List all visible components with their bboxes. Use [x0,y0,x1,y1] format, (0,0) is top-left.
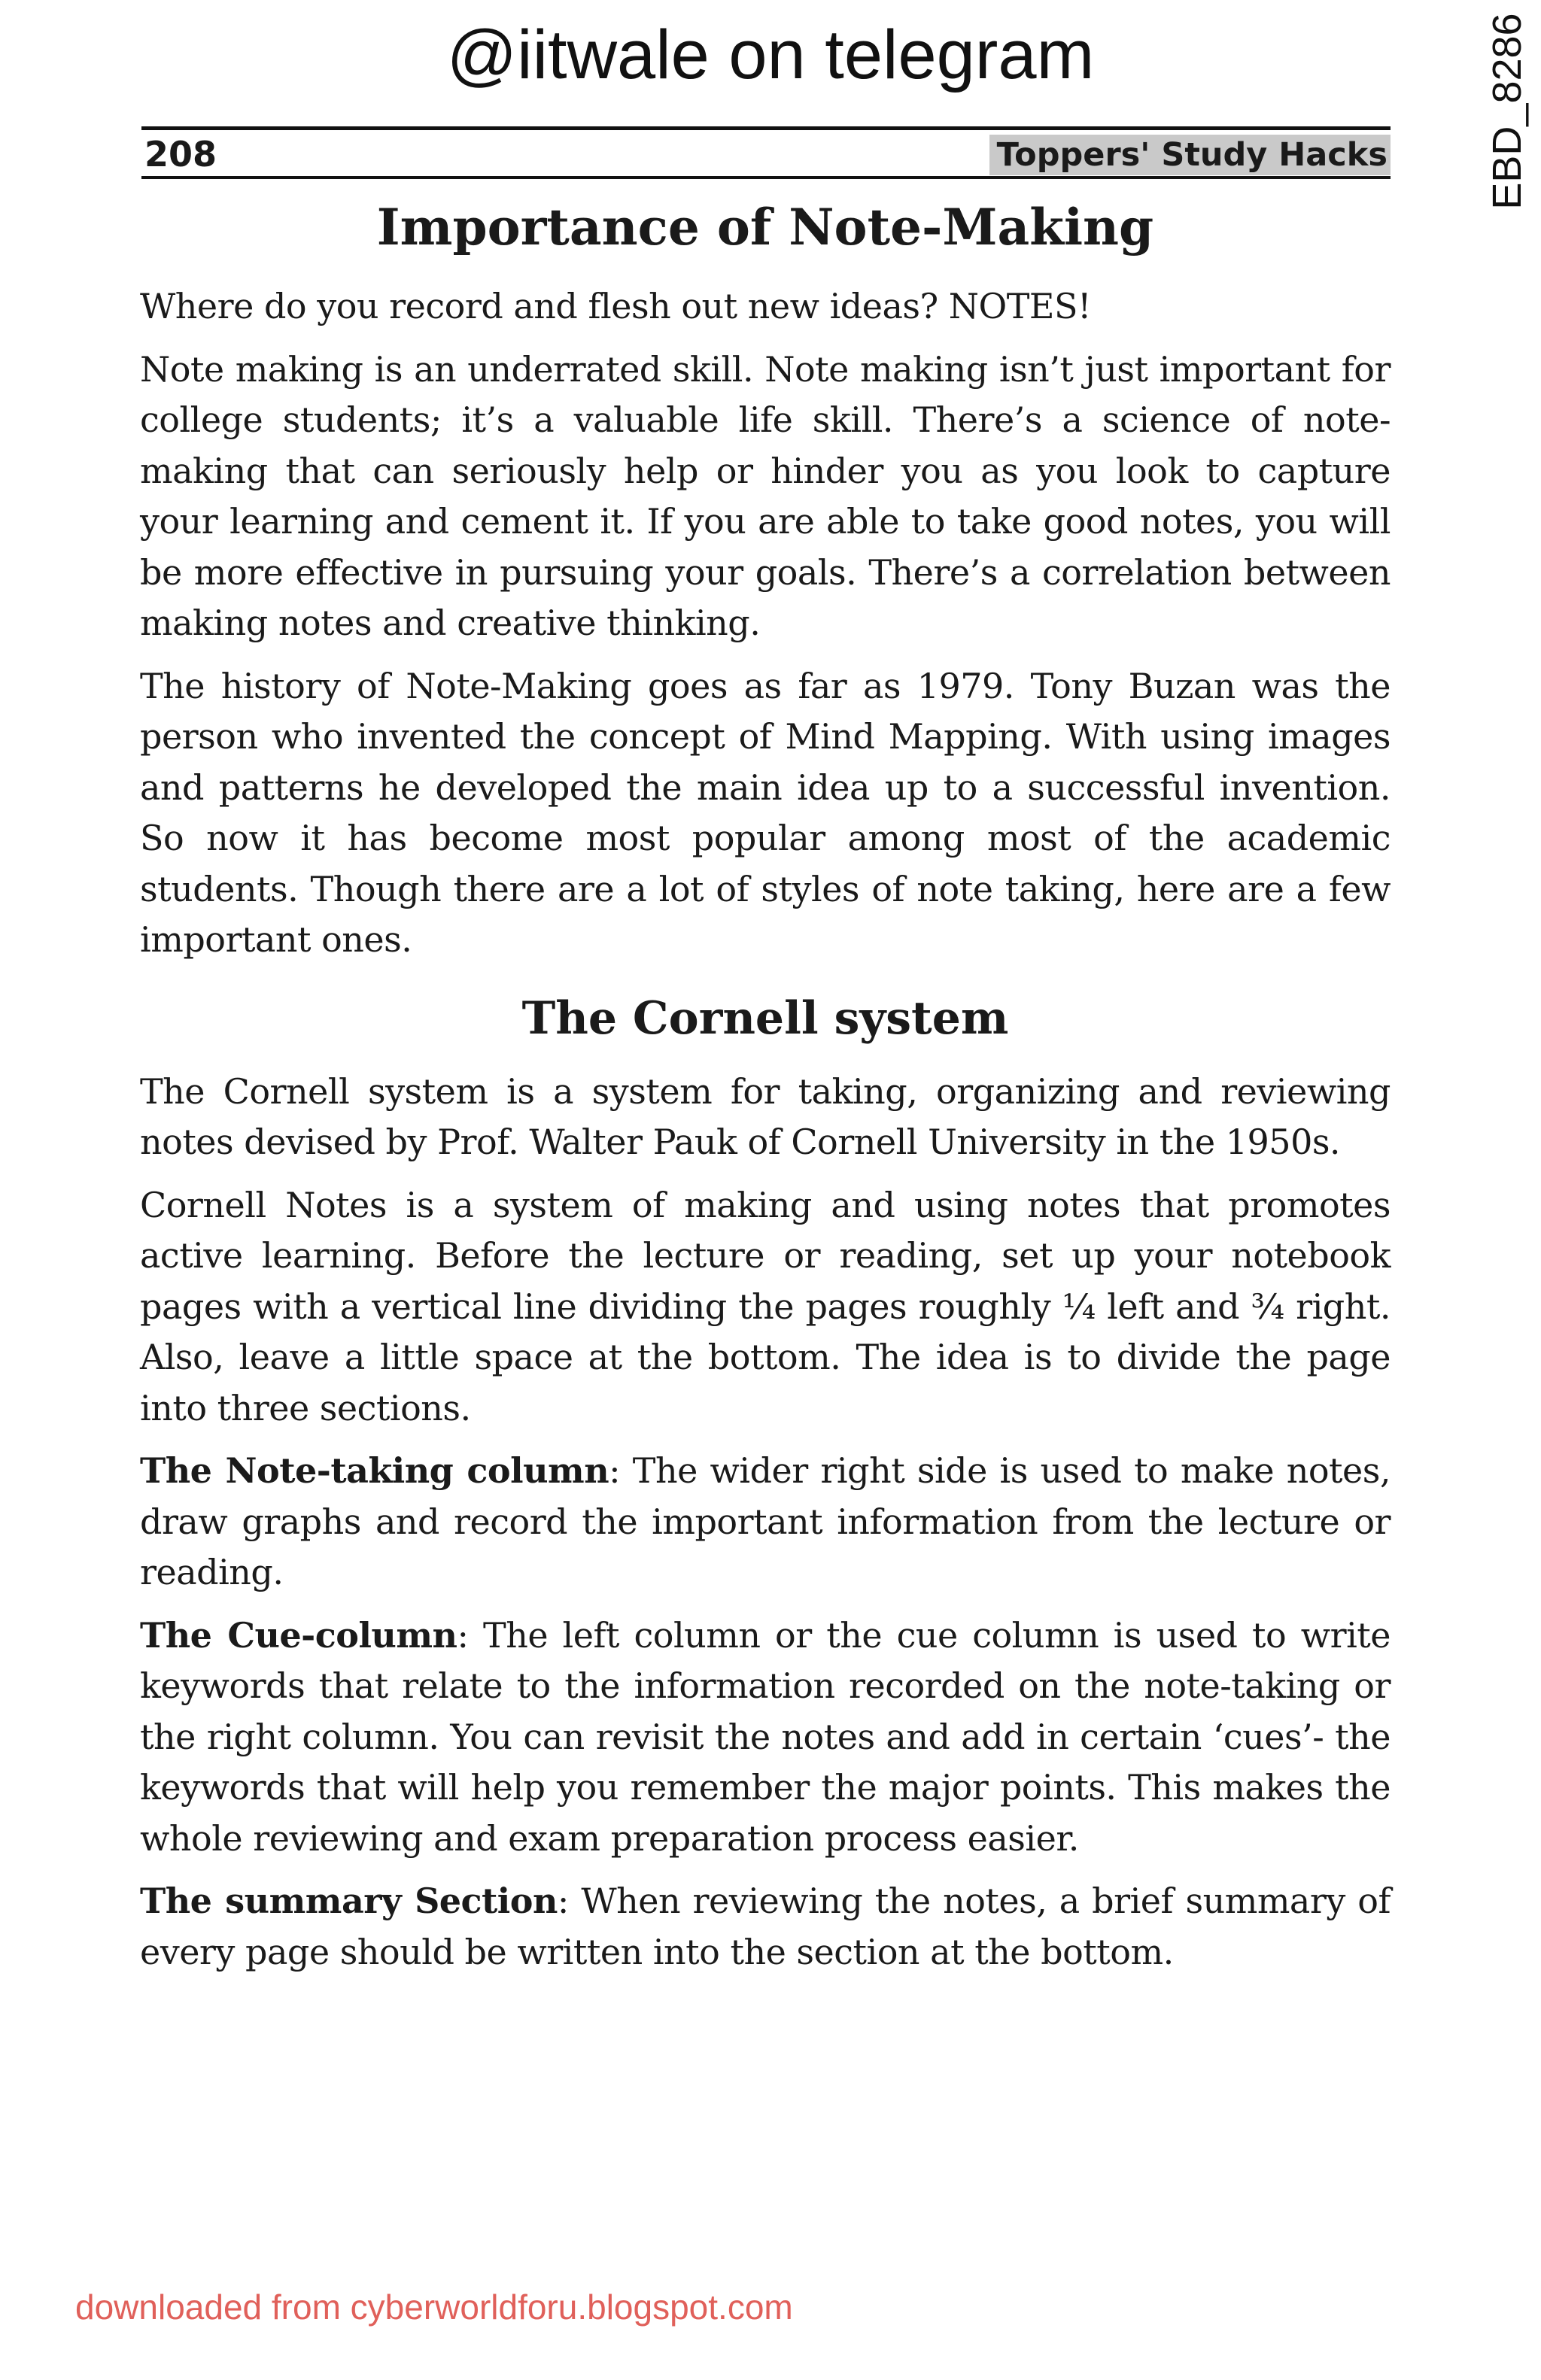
running-title: Toppers' Study Hacks [989,135,1391,175]
paragraph: Cornell Notes is a system of making and using notes that promotes active learning. Before the lecture or reading, set up your notebook pages with a vertical line dividing the pages roughly ¼ left and ¾ right. Also, leave a little space at the bottom. The idea is to divide the page into three sections. [140,1184,1391,1428]
side-code-text: EBD_8286 [1485,13,1530,210]
definition-summary-section [140,1876,1391,1978]
paragraph: The Cornell system is a system for taking, organizing and reviewing notes devised by Prof. Walter Pauk of Cornell University in the 1950s. [140,1070,1391,1162]
running-header [141,126,1391,179]
term: The summary Section [140,1881,558,1921]
term: The Note-taking column [140,1450,609,1491]
page-content [140,196,1391,1990]
paragraph: The history of Note-Making goes as far as 1979. Tony Buzan was the person who invented the concept of Mind Mapping. With using images and patterns he developed the main idea up to a successful invention. So now it has become most popular among most of the academic students. Though there are a lot of styles of note taking, here are a few important ones. [140,665,1391,960]
definition: : The left column or the cue column is used to write keywords that relate to the information recorded on the note-taking or the right column. You can revisit the notes and add in certain ‘cues’- the keywords that will help you remember the major points. This makes the whole reviewing and exam preparation process easier. [140,1614,1391,1859]
page-number: 208 [144,134,217,175]
section-title-cornell: The Cornell system [521,991,1009,1045]
side-document-code [1481,14,1533,209]
paragraph: Note making is an underrated skill. Note making isn’t just important for college students; it’s a valuable life skill. There’s a science of note-making that can seriously help or hinder you as you look to capture your learning and cement it. If you are able to take good notes, you will be more effective in pursuing your goals. There’s a correlation between making notes and creative thinking. [140,348,1391,643]
definition-cue-column [140,1610,1391,1865]
definition: : The wider right side is used to make notes, draw graphs and record the important information from the lecture or reading. [140,1450,1391,1592]
term: The Cue-column [140,1614,457,1656]
download-source-link[interactable]: downloaded from cyberworldforu.blogspot.com [75,2287,793,2327]
section-title-importance: Importance of Note-Making [376,198,1154,257]
definition: : When reviewing the notes, a brief summary of every page should be written into the section at the bottom. [140,1881,1391,1972]
telegram-watermark: @iitwale on telegram [446,17,1095,93]
paragraph: Where do you record and flesh out new ideas? NOTES! [140,286,1092,326]
definition-note-taking-column [140,1446,1391,1598]
